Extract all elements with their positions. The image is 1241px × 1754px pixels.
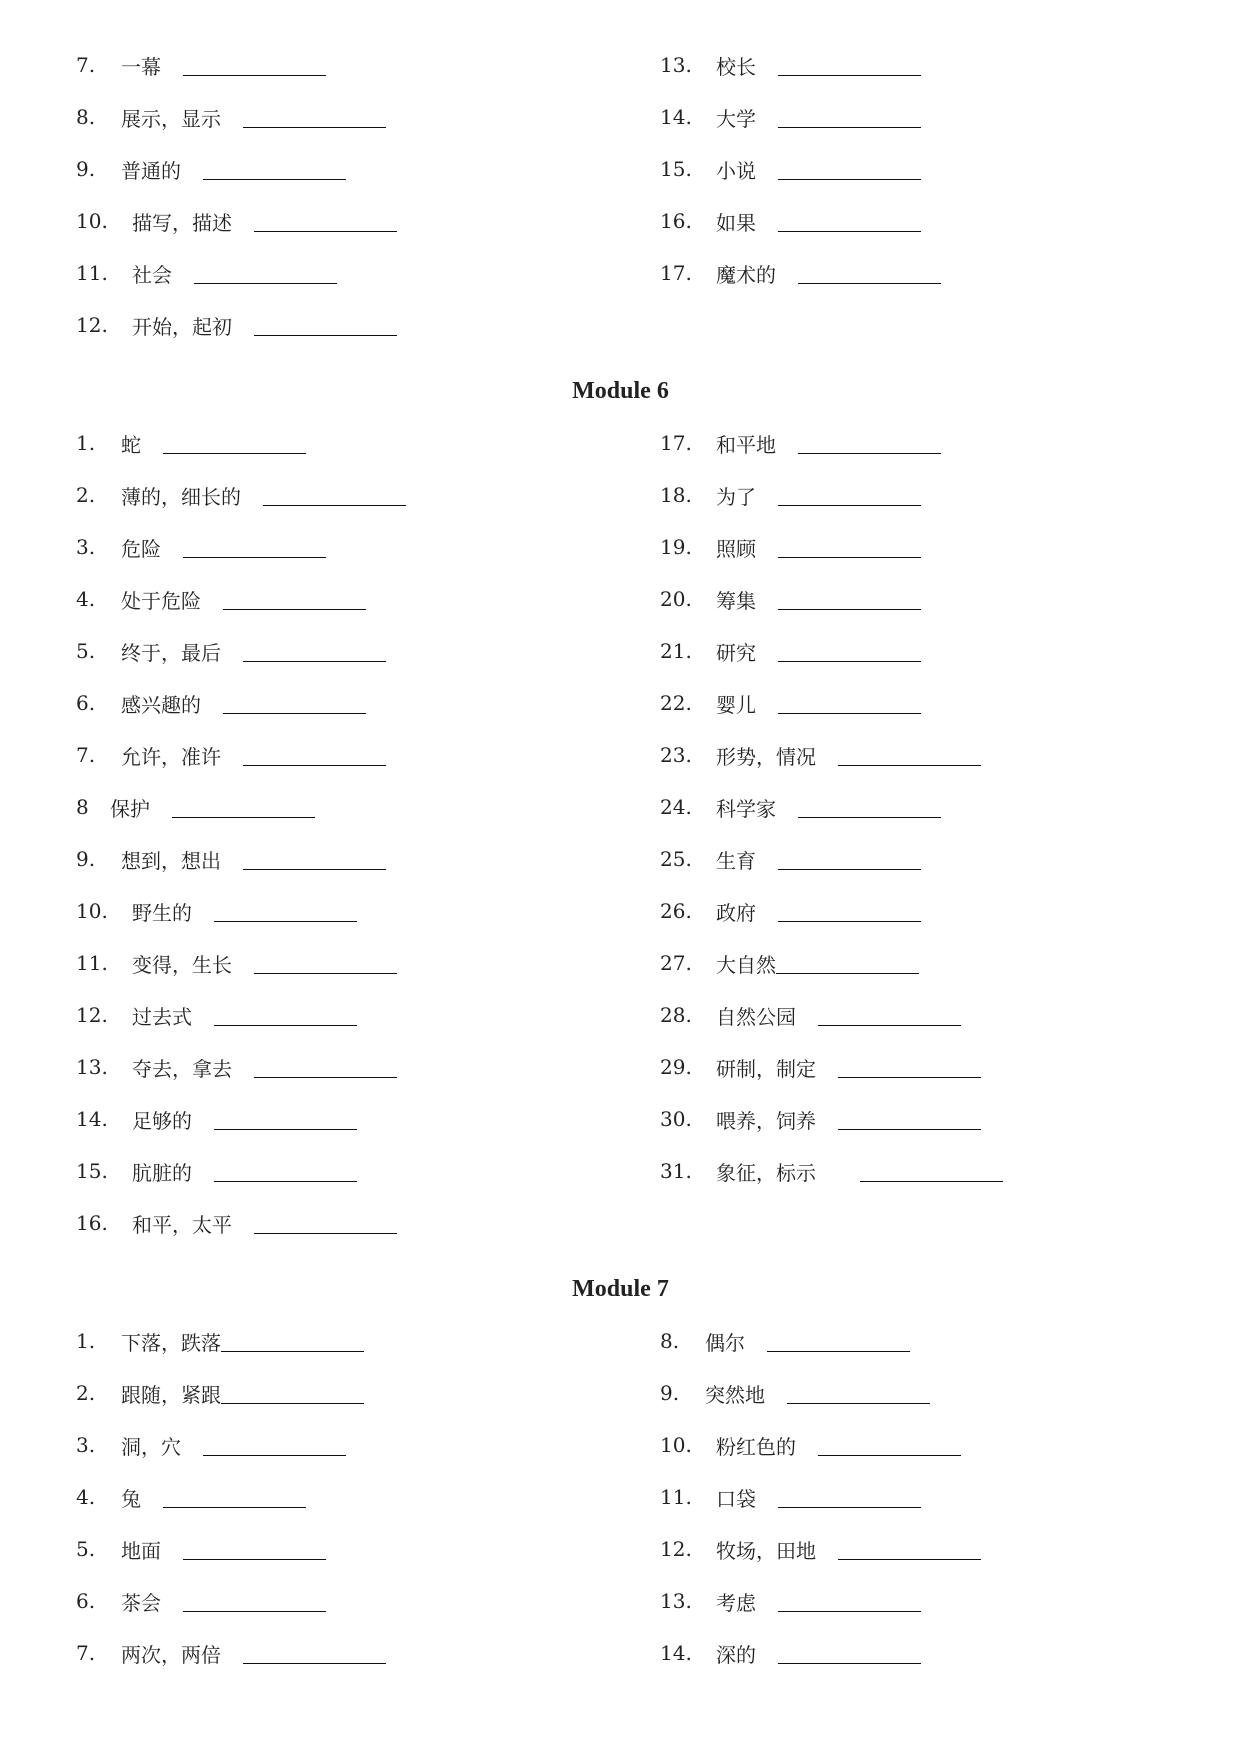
vocab-row xyxy=(660,1638,921,1668)
item-number: 16. xyxy=(660,209,692,233)
item-number: 22. xyxy=(660,691,692,715)
vocab-row xyxy=(660,1586,921,1616)
answer-blank[interactable] xyxy=(767,1331,910,1352)
item-term: 终于，最后 xyxy=(121,640,221,665)
item-term: 牧场，田地 xyxy=(716,1538,816,1563)
vocab-row xyxy=(660,532,921,562)
item-term: 地面 xyxy=(121,1538,161,1563)
item-number: 11. xyxy=(76,951,108,975)
vocab-row xyxy=(76,844,386,874)
item-number: 3. xyxy=(76,535,96,559)
item-number: 27. xyxy=(660,951,692,975)
answer-blank[interactable] xyxy=(778,1643,921,1664)
vocab-row xyxy=(76,792,315,822)
answer-blank[interactable] xyxy=(243,745,386,766)
item-number: 5. xyxy=(76,639,96,663)
item-number: 4. xyxy=(76,587,96,611)
vocab-row xyxy=(76,1482,306,1512)
item-term: 形势，情况 xyxy=(716,744,816,769)
item-number: 10. xyxy=(76,209,108,233)
vocab-row xyxy=(76,1156,357,1186)
item-term: 研究 xyxy=(716,640,756,665)
item-number: 18. xyxy=(660,483,692,507)
vocab-row xyxy=(76,1208,397,1238)
vocab-row xyxy=(660,1326,910,1356)
answer-blank[interactable] xyxy=(787,1383,930,1404)
item-term: 照顾 xyxy=(716,536,756,561)
answer-blank[interactable] xyxy=(214,1161,357,1182)
item-number: 8. xyxy=(76,105,96,129)
answer-blank[interactable] xyxy=(778,485,921,506)
item-number: 12. xyxy=(76,1003,108,1027)
item-number: 16. xyxy=(76,1211,108,1235)
item-number: 1. xyxy=(76,1329,96,1353)
item-number: 9. xyxy=(660,1381,680,1405)
answer-blank[interactable] xyxy=(778,159,921,180)
answer-blank[interactable] xyxy=(214,901,357,922)
item-term: 洞，穴 xyxy=(121,1434,181,1459)
item-term: 自然公园 xyxy=(716,1004,796,1029)
answer-blank[interactable] xyxy=(778,901,921,922)
vocab-row xyxy=(660,844,921,874)
module-6-heading: Module 6 xyxy=(572,378,669,404)
answer-blank[interactable] xyxy=(194,263,337,284)
vocab-row xyxy=(660,1000,961,1030)
answer-blank[interactable] xyxy=(221,1331,364,1352)
vocab-row xyxy=(76,948,397,978)
vocab-row xyxy=(660,688,921,718)
item-term: 大学 xyxy=(716,106,756,131)
item-number: 21. xyxy=(660,639,692,663)
item-term: 描写，描述 xyxy=(132,210,232,235)
item-number: 14. xyxy=(76,1107,108,1131)
answer-blank[interactable] xyxy=(778,1591,921,1612)
vocab-row xyxy=(76,584,366,614)
answer-blank[interactable] xyxy=(778,849,921,870)
item-number: 14. xyxy=(660,1641,692,1665)
item-number: 3. xyxy=(76,1433,96,1457)
item-number: 14. xyxy=(660,105,692,129)
answer-blank[interactable] xyxy=(221,1383,364,1404)
answer-blank[interactable] xyxy=(254,315,397,336)
item-term: 生育 xyxy=(716,848,756,873)
vocab-row xyxy=(660,154,921,184)
item-term: 薄的，细长的 xyxy=(121,484,241,509)
vocab-row xyxy=(76,740,386,770)
vocab-row xyxy=(660,584,921,614)
item-number: 11. xyxy=(76,261,108,285)
item-number: 8. xyxy=(660,1329,680,1353)
answer-blank[interactable] xyxy=(254,953,397,974)
item-term: 肮脏的 xyxy=(132,1160,192,1185)
vocab-row xyxy=(660,480,921,510)
item-term: 粉红色的 xyxy=(716,1434,796,1459)
item-number: 28. xyxy=(660,1003,692,1027)
answer-blank[interactable] xyxy=(818,1005,961,1026)
item-number: 11. xyxy=(660,1485,692,1509)
answer-blank[interactable] xyxy=(838,1539,981,1560)
answer-blank[interactable] xyxy=(778,641,921,662)
vocab-row xyxy=(660,1430,961,1460)
item-term: 校长 xyxy=(716,54,756,79)
item-term: 喂养，饲养 xyxy=(716,1108,816,1133)
item-number: 13. xyxy=(660,1589,692,1613)
answer-blank[interactable] xyxy=(254,1057,397,1078)
answer-blank[interactable] xyxy=(214,1109,357,1130)
answer-blank[interactable] xyxy=(214,1005,357,1026)
answer-blank[interactable] xyxy=(183,1539,326,1560)
vocab-row xyxy=(660,258,941,288)
item-term: 政府 xyxy=(716,900,756,925)
answer-blank[interactable] xyxy=(778,1487,921,1508)
item-term: 婴儿 xyxy=(716,692,756,717)
answer-blank[interactable] xyxy=(778,693,921,714)
item-term: 科学家 xyxy=(716,796,776,821)
item-term: 开始，起初 xyxy=(132,314,232,339)
item-number: 1. xyxy=(76,431,96,455)
item-number: 30. xyxy=(660,1107,692,1131)
item-term: 处于危险 xyxy=(121,588,201,613)
vocab-row xyxy=(660,636,921,666)
item-term: 口袋 xyxy=(716,1486,756,1511)
item-number: 7. xyxy=(76,53,96,77)
answer-blank[interactable] xyxy=(203,159,346,180)
item-number: 15. xyxy=(660,157,692,181)
item-number: 13. xyxy=(660,53,692,77)
answer-blank[interactable] xyxy=(778,55,921,76)
vocab-row xyxy=(76,428,306,458)
item-term: 普通的 xyxy=(121,158,181,183)
item-number: 19. xyxy=(660,535,692,559)
item-number: 9. xyxy=(76,157,96,181)
item-number: 15. xyxy=(76,1159,108,1183)
item-term: 跟随，紧跟 xyxy=(121,1382,221,1407)
vocab-row xyxy=(660,740,981,770)
item-term: 研制，制定 xyxy=(716,1056,816,1081)
vocab-row xyxy=(76,206,397,236)
vocab-row xyxy=(660,948,919,978)
answer-blank[interactable] xyxy=(243,1643,386,1664)
item-number: 12. xyxy=(660,1537,692,1561)
vocab-row xyxy=(76,1586,326,1616)
item-number: 26. xyxy=(660,899,692,923)
vocab-row xyxy=(76,532,326,562)
vocab-row xyxy=(76,688,366,718)
answer-blank[interactable] xyxy=(798,263,941,284)
item-term: 展示，显示 xyxy=(121,106,221,131)
item-number: 17. xyxy=(660,431,692,455)
item-number: 12. xyxy=(76,313,108,337)
answer-blank[interactable] xyxy=(223,693,366,714)
vocab-row xyxy=(660,1378,930,1408)
answer-blank[interactable] xyxy=(778,537,921,558)
item-term: 深的 xyxy=(716,1642,756,1667)
answer-blank[interactable] xyxy=(263,485,406,506)
item-term: 夺去，拿去 xyxy=(132,1056,232,1081)
item-term: 大自然 xyxy=(716,952,776,977)
answer-blank[interactable] xyxy=(183,537,326,558)
answer-blank[interactable] xyxy=(860,1161,1003,1182)
item-term: 想到，想出 xyxy=(121,848,221,873)
answer-blank[interactable] xyxy=(163,1487,306,1508)
vocab-row xyxy=(660,206,921,236)
item-term: 魔术的 xyxy=(716,262,776,287)
item-number: 2. xyxy=(76,1381,96,1405)
item-term: 两次，两倍 xyxy=(121,1642,221,1667)
answer-blank[interactable] xyxy=(778,211,921,232)
vocab-row xyxy=(76,154,346,184)
item-number: 4. xyxy=(76,1485,96,1509)
answer-blank[interactable] xyxy=(183,1591,326,1612)
item-term: 感兴趣的 xyxy=(121,692,201,717)
vocab-row xyxy=(76,1104,357,1134)
vocab-row xyxy=(76,1534,326,1564)
item-term: 下落，跌落 xyxy=(121,1330,221,1355)
answer-blank[interactable] xyxy=(838,745,981,766)
item-number: 5. xyxy=(76,1537,96,1561)
item-term: 足够的 xyxy=(132,1108,192,1133)
answer-blank[interactable] xyxy=(163,433,306,454)
item-number: 8 xyxy=(76,795,89,819)
vocab-row xyxy=(660,50,921,80)
item-term: 偶尔 xyxy=(705,1330,745,1355)
answer-blank[interactable] xyxy=(243,849,386,870)
item-term: 小说 xyxy=(716,158,756,183)
item-term: 过去式 xyxy=(132,1004,192,1029)
item-term: 象征，标示 xyxy=(716,1160,816,1185)
item-number: 7. xyxy=(76,1641,96,1665)
item-number: 24. xyxy=(660,795,692,819)
item-term: 突然地 xyxy=(705,1382,765,1407)
item-number: 6. xyxy=(76,1589,96,1613)
item-number: 25. xyxy=(660,847,692,871)
vocab-row xyxy=(76,636,386,666)
module-7-heading: Module 7 xyxy=(572,1276,669,1302)
item-term: 危险 xyxy=(121,536,161,561)
vocab-row xyxy=(660,896,921,926)
answer-blank[interactable] xyxy=(778,589,921,610)
vocab-row xyxy=(76,258,337,288)
answer-blank[interactable] xyxy=(172,797,315,818)
item-number: 20. xyxy=(660,587,692,611)
vocab-row xyxy=(660,1052,981,1082)
answer-blank[interactable] xyxy=(818,1435,961,1456)
item-number: 10. xyxy=(660,1433,692,1457)
vocab-row xyxy=(76,1052,397,1082)
answer-blank[interactable] xyxy=(776,953,919,974)
vocab-row xyxy=(660,792,941,822)
vocab-row xyxy=(76,310,397,340)
answer-blank[interactable] xyxy=(243,107,386,128)
item-term: 为了 xyxy=(716,484,756,509)
item-number: 6. xyxy=(76,691,96,715)
item-term: 野生的 xyxy=(132,900,192,925)
item-term: 变得，生长 xyxy=(132,952,232,977)
item-term: 蛇 xyxy=(121,432,141,457)
answer-blank[interactable] xyxy=(183,55,326,76)
item-term: 社会 xyxy=(132,262,172,287)
item-term: 允许，准许 xyxy=(121,744,221,769)
item-number: 13. xyxy=(76,1055,108,1079)
item-number: 10. xyxy=(76,899,108,923)
vocab-row xyxy=(76,50,326,80)
item-number: 2. xyxy=(76,483,96,507)
item-term: 和平地 xyxy=(716,432,776,457)
item-number: 23. xyxy=(660,743,692,767)
answer-blank[interactable] xyxy=(223,589,366,610)
vocab-row xyxy=(76,1326,364,1356)
item-number: 31. xyxy=(660,1159,692,1183)
item-term: 保护 xyxy=(110,796,150,821)
vocab-row xyxy=(76,1638,386,1668)
item-term: 筹集 xyxy=(716,588,756,613)
vocab-row xyxy=(76,1430,346,1460)
answer-blank[interactable] xyxy=(254,211,397,232)
answer-blank[interactable] xyxy=(203,1435,346,1456)
answer-blank[interactable] xyxy=(798,433,941,454)
vocab-row xyxy=(660,1104,981,1134)
item-term: 和平，太平 xyxy=(132,1212,232,1237)
item-number: 9. xyxy=(76,847,96,871)
vocab-row xyxy=(76,1378,364,1408)
answer-blank[interactable] xyxy=(838,1109,981,1130)
vocab-row xyxy=(660,1534,981,1564)
item-term: 如果 xyxy=(716,210,756,235)
item-number: 29. xyxy=(660,1055,692,1079)
answer-blank[interactable] xyxy=(254,1213,397,1234)
vocab-row xyxy=(660,1156,1003,1186)
vocab-row xyxy=(76,896,357,926)
vocab-row xyxy=(76,102,386,132)
item-number: 17. xyxy=(660,261,692,285)
vocab-row xyxy=(660,1482,921,1512)
answer-blank[interactable] xyxy=(778,107,921,128)
item-number: 7. xyxy=(76,743,96,767)
vocab-row xyxy=(660,428,941,458)
answer-blank[interactable] xyxy=(798,797,941,818)
vocab-row xyxy=(660,102,921,132)
vocab-row xyxy=(76,1000,357,1030)
vocab-row xyxy=(76,480,406,510)
answer-blank[interactable] xyxy=(838,1057,981,1078)
item-term: 兔 xyxy=(121,1486,141,1511)
answer-blank[interactable] xyxy=(243,641,386,662)
item-term: 一幕 xyxy=(121,54,161,79)
item-term: 茶会 xyxy=(121,1590,161,1615)
item-term: 考虑 xyxy=(716,1590,756,1615)
